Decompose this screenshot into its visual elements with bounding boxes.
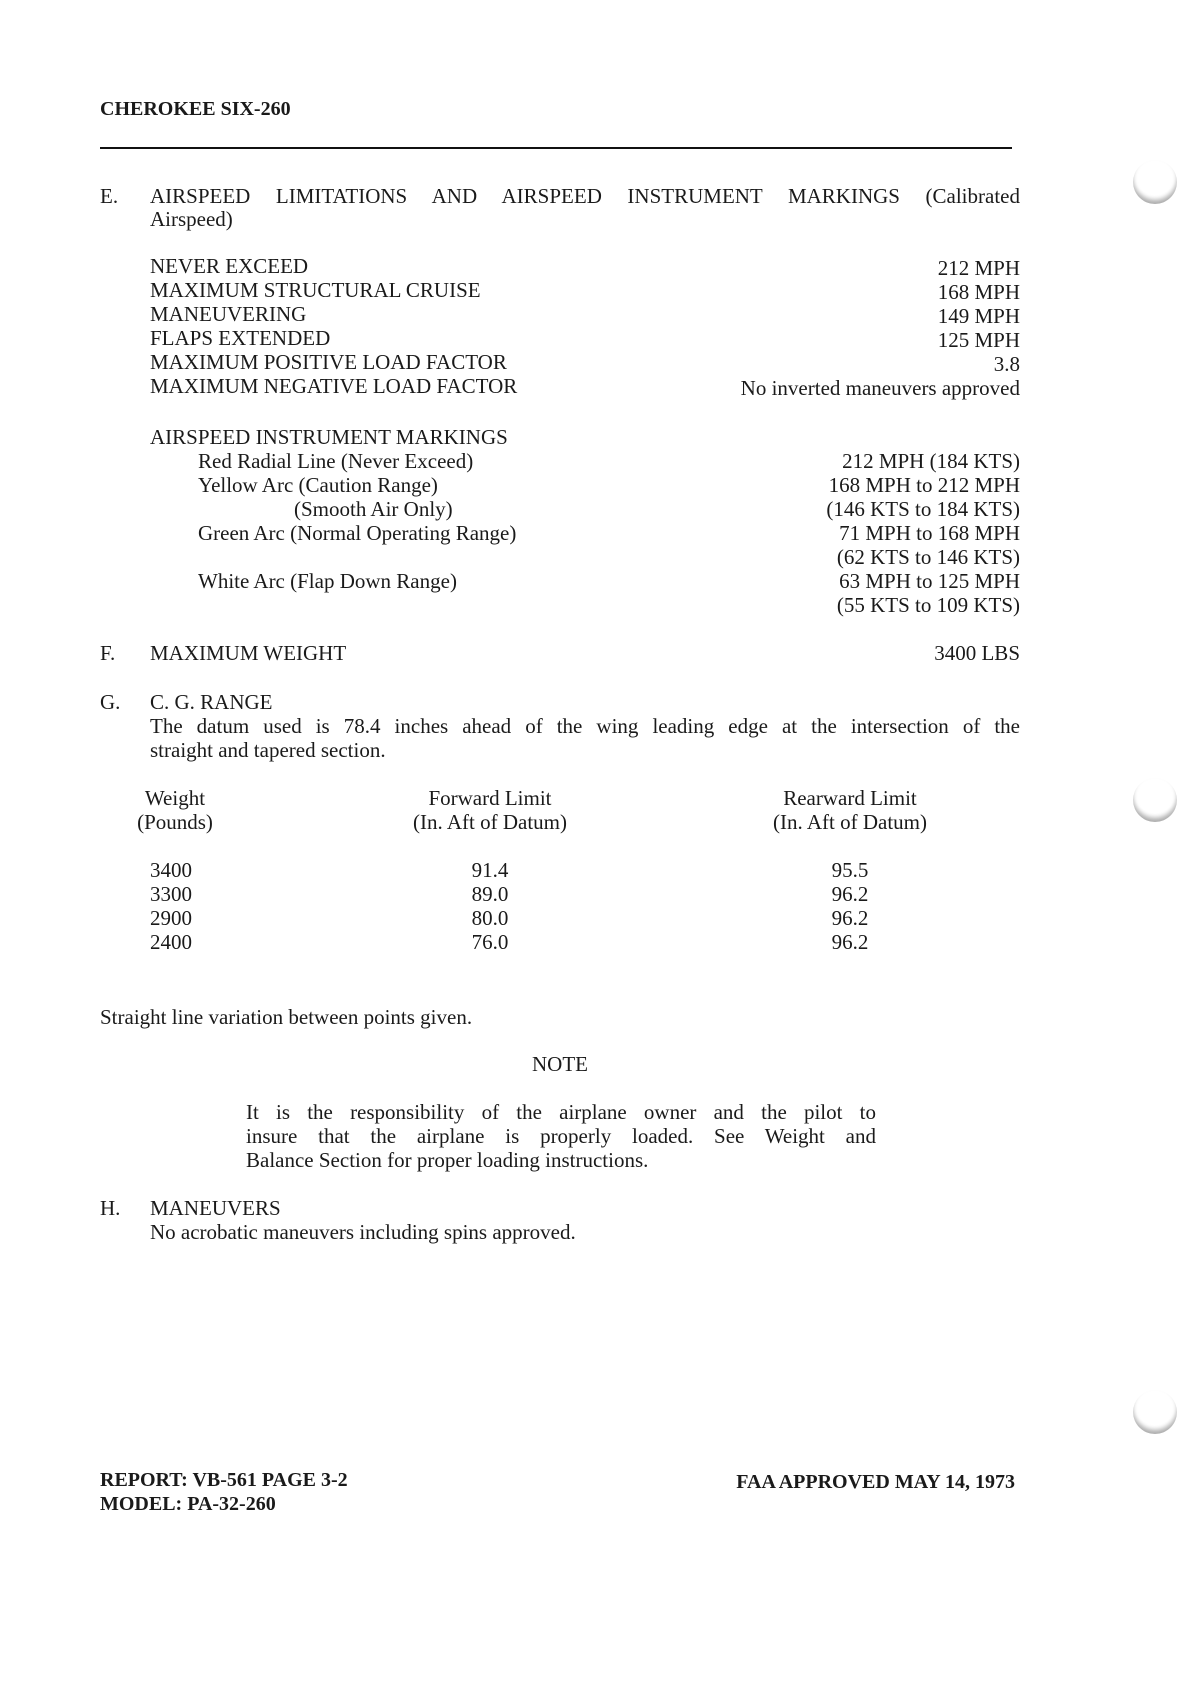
section-e-title-line1: AIRSPEED LIMITATIONS AND AIRSPEED INSTRUMENT MARKINGS (Calibrated [150,184,1020,208]
marking-green-value2: (62 KTS to 146 KTS) [836,545,1020,569]
marking-white-value1: 63 MPH to 125 MPH [839,569,1020,593]
section-e-title-line2: Airspeed) [150,207,233,231]
section-g-title: C. G. RANGE [150,690,273,714]
cg-cell-weight: 3300 [150,882,192,906]
punch-hole-top [1133,160,1177,204]
cg-cell-weight: 3400 [150,858,192,882]
limit-value: 168 MPH [937,280,1020,304]
cg-cell-forward: 76.0 [471,930,509,954]
page-header-title: CHEROKEE SIX-260 [100,98,291,120]
section-h-title: MANEUVERS [150,1196,281,1220]
section-h-letter: H. [100,1196,121,1220]
limit-label: FLAPS EXTENDED [150,326,331,350]
marking-yellow-label: Yellow Arc (Caution Range) [198,473,438,497]
footer-report: REPORT: VB-561 PAGE 3-2 [100,1469,348,1491]
cg-cell-rearward: 96.2 [831,906,869,930]
cg-col-header-rearward: Rearward Limit [783,786,917,810]
marking-yellow-value1: 168 MPH to 212 MPH [828,473,1020,497]
cg-variation-note: Straight line variation between points given. [100,1005,473,1029]
cg-col-subheader-forward: (In. Aft of Datum) [413,810,567,834]
marking-green-label: Green Arc (Normal Operating Range) [198,521,517,545]
limit-label: NEVER EXCEED [150,254,309,278]
section-g-text-line1: The datum used is 78.4 inches ahead of the wing leading edge at the intersection of the [150,714,1020,738]
marking-red-label: Red Radial Line (Never Exceed) [198,449,474,473]
marking-white-value2: (55 KTS to 109 KTS) [836,593,1020,617]
section-f-letter: F. [100,641,116,665]
footer-approval: FAA APPROVED MAY 14, 1973 [736,1471,1015,1493]
section-e-letter: E. [100,184,119,208]
marking-green-value1: 71 MPH to 168 MPH [839,521,1020,545]
note-line1: It is the responsibility of the airplane owner and the pilot to [246,1100,876,1124]
cg-cell-rearward: 95.5 [831,858,869,882]
cg-cell-weight: 2400 [150,930,192,954]
section-f-title: MAXIMUM WEIGHT [150,641,347,665]
footer-model: MODEL: PA-32-260 [100,1493,276,1515]
markings-title: AIRSPEED INSTRUMENT MARKINGS [150,425,508,449]
cg-cell-rearward: 96.2 [831,930,869,954]
limit-label: MAXIMUM POSITIVE LOAD FACTOR [150,350,507,374]
section-h-text: No acrobatic maneuvers including spins approved. [150,1220,576,1244]
limit-label: MANEUVERING [150,302,307,326]
section-g-text-line2: straight and tapered section. [150,738,386,762]
limit-value: No inverted maneuvers approved [740,376,1020,400]
cg-cell-weight: 2900 [150,906,192,930]
cg-cell-forward: 91.4 [471,858,509,882]
note-heading: NOTE [532,1052,588,1076]
limit-label: MAXIMUM NEGATIVE LOAD FACTOR [150,374,518,398]
punch-hole-middle [1133,778,1177,822]
limit-value: 3.8 [993,352,1020,376]
limit-value: 125 MPH [937,328,1020,352]
section-f-value: 3400 LBS [934,641,1020,665]
limit-label: MAXIMUM STRUCTURAL CRUISE [150,278,481,302]
marking-red-value: 212 MPH (184 KTS) [842,449,1020,473]
header-rule [100,147,1012,149]
cg-cell-forward: 89.0 [471,882,509,906]
punch-hole-bottom [1133,1390,1177,1434]
cg-col-subheader-weight: (Pounds) [137,810,213,834]
cg-col-header-weight: Weight [144,786,206,810]
cg-cell-forward: 80.0 [471,906,509,930]
limit-value: 212 MPH [937,256,1020,280]
limit-value: 149 MPH [937,304,1020,328]
cg-col-header-forward: Forward Limit [428,786,552,810]
note-line3: Balance Section for proper loading instructions. [246,1148,649,1172]
marking-yellow-sub: (Smooth Air Only) [294,497,453,521]
marking-yellow-value2: (146 KTS to 184 KTS) [826,497,1020,521]
marking-white-label: White Arc (Flap Down Range) [198,569,457,593]
cg-cell-rearward: 96.2 [831,882,869,906]
section-g-letter: G. [100,690,121,714]
cg-col-subheader-rearward: (In. Aft of Datum) [773,810,927,834]
note-line2: insure that the airplane is properly loaded. See Weight and [246,1124,876,1148]
